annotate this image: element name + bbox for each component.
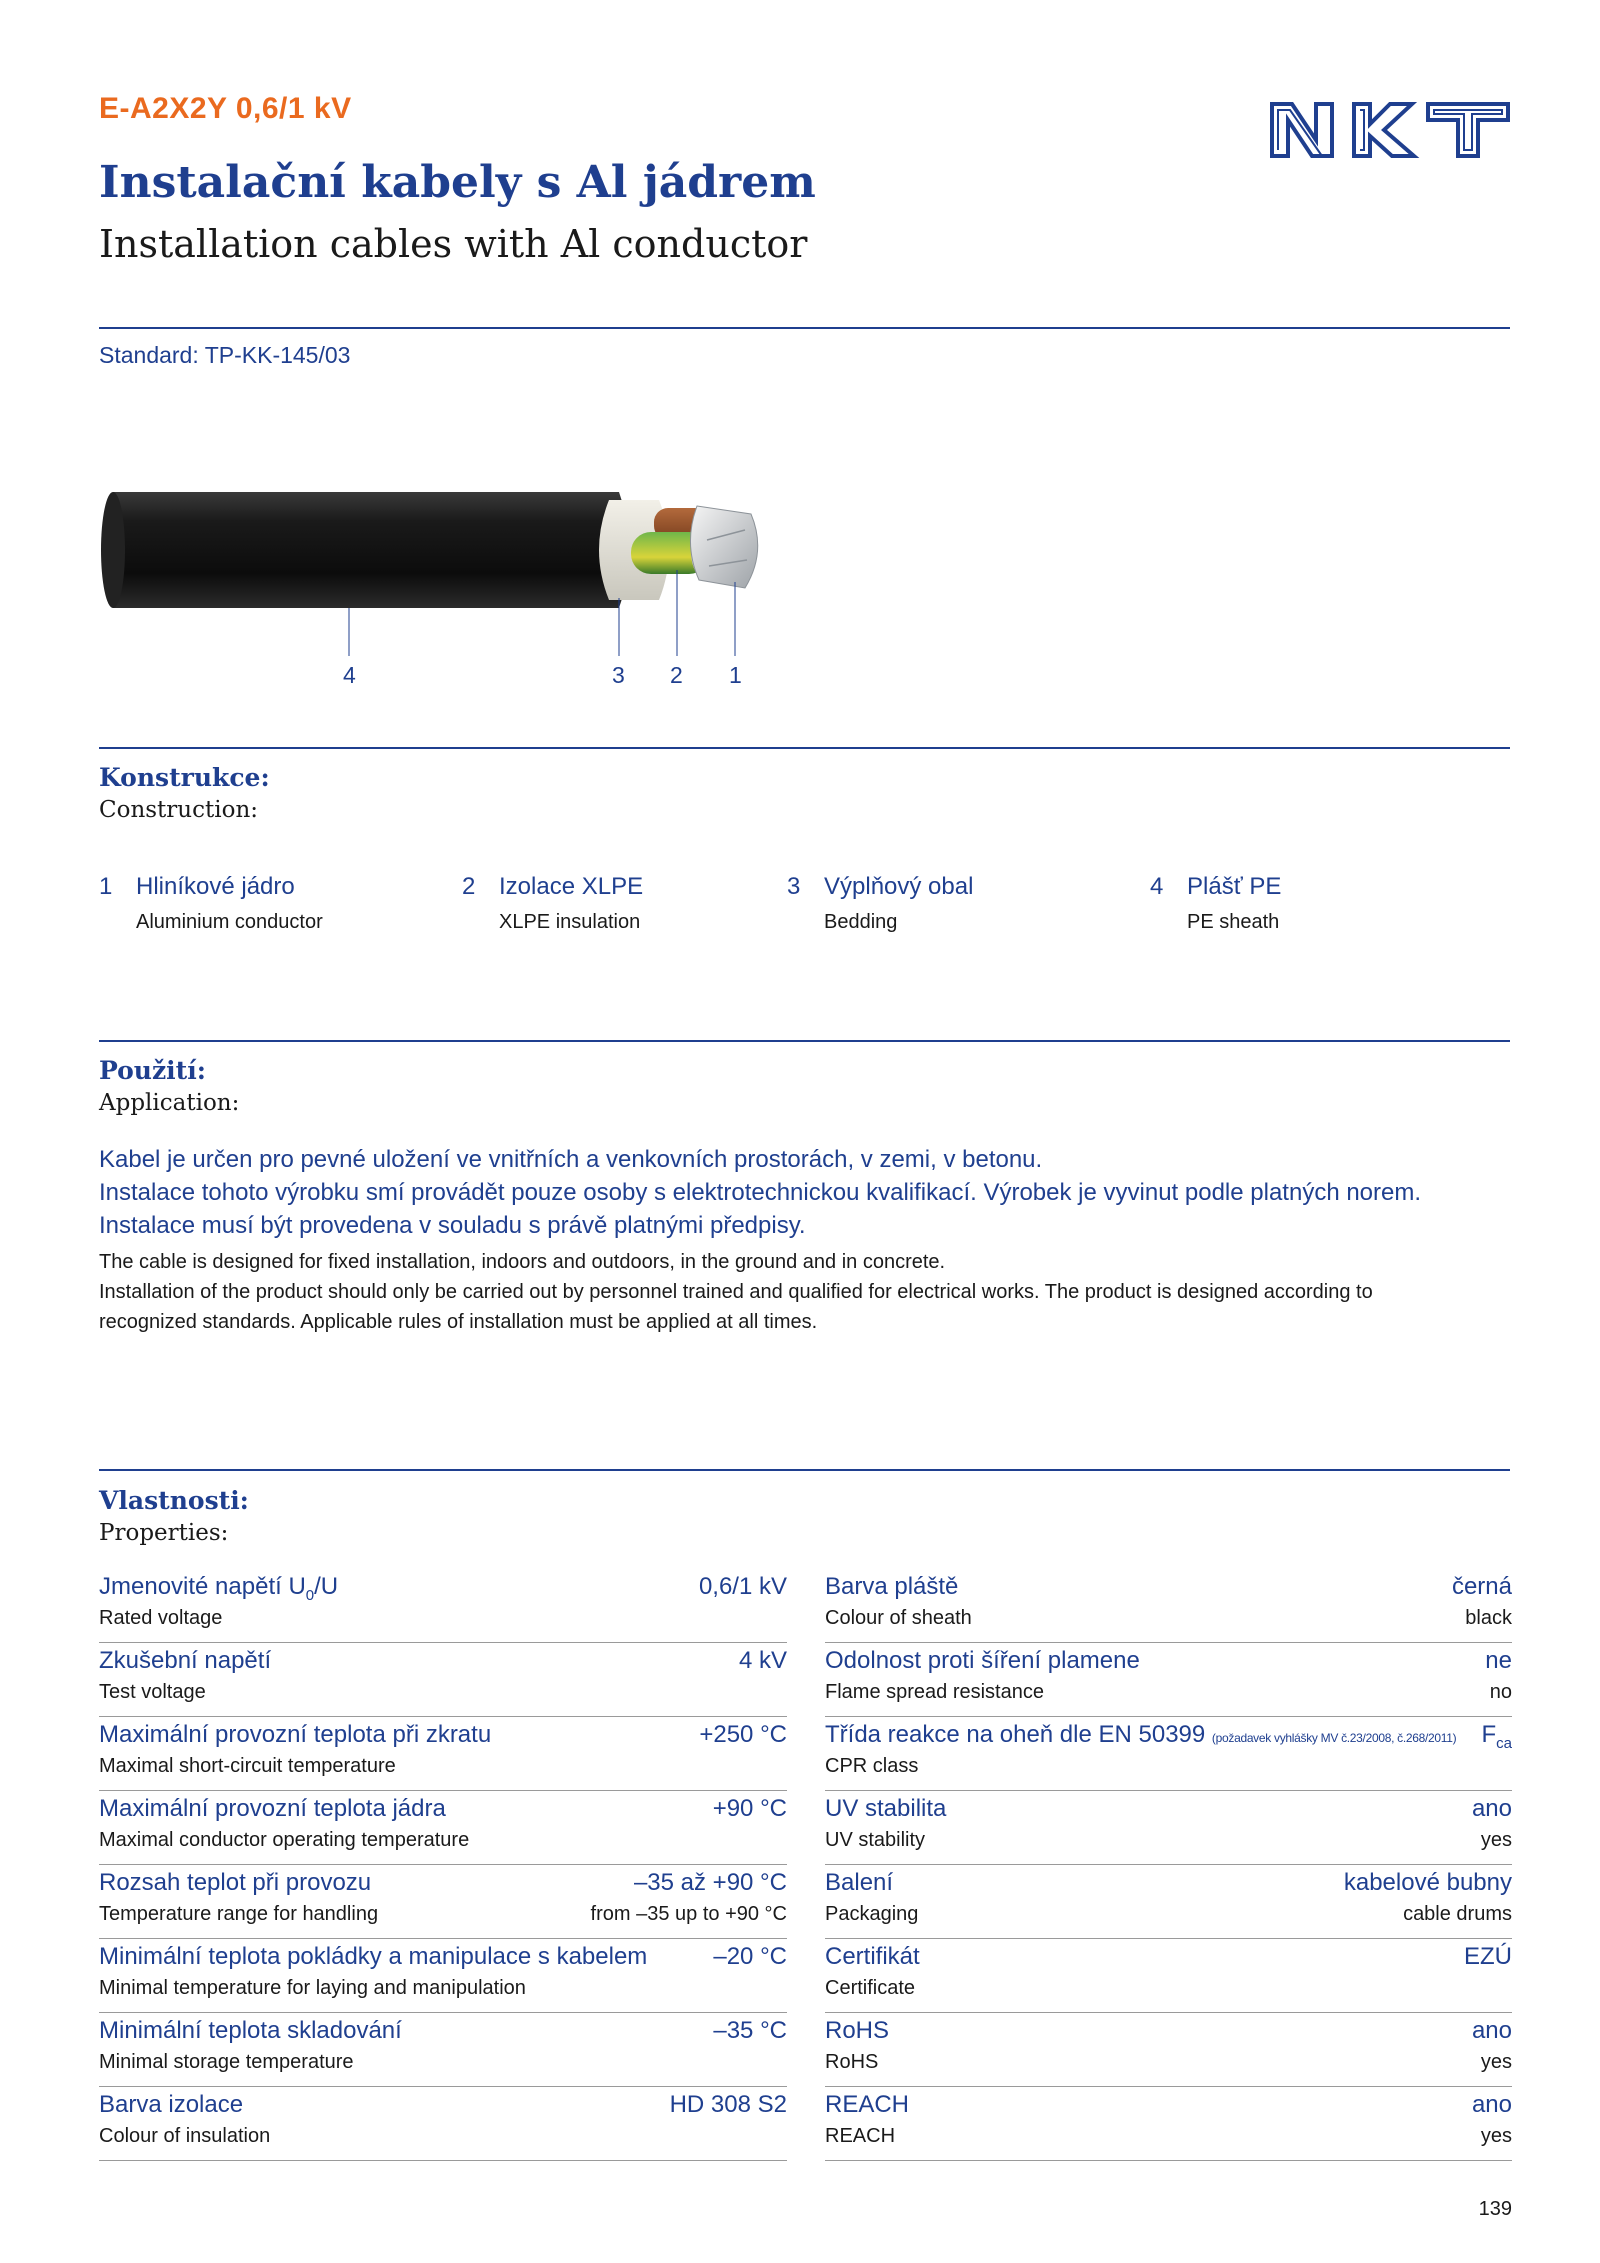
property-row [99,1717,787,1791]
application-heading-en: Application: [99,1090,240,1116]
property-label-cz: Rozsah teplot při provozu [99,1869,372,1896]
property-label-en: Colour of sheath [825,1607,972,1629]
property-value: ano [1471,1795,1512,1822]
properties-heading-en: Properties: [99,1520,229,1546]
property-label-en: Packaging [825,1903,919,1925]
property-value: 4 kV [738,1647,787,1674]
item-label-cz: Izolace XLPE [499,873,644,900]
property-value: –20 °C [713,1943,787,1970]
nkt-logo [1268,100,1512,160]
property-row [825,1643,1512,1717]
property-row [99,1569,787,1643]
paragraph-line: Kabel je určen pro pevné uložení ve vnitřních a venkovních prostorách, v zemi, v betonu. [99,1146,1043,1173]
paragraph-line: Instalace tohoto výrobku smí provádět pouze osoby s elektrotechnickou kvalifikací. Výrobek je vyvinut podle platných norem. [99,1179,1422,1206]
callout-1: 1 [729,662,742,688]
construction-heading: Konstrukce: [99,763,270,792]
property-value: +250 °C [699,1721,787,1748]
property-label-en: UV stability [825,1829,926,1851]
property-label-en: Flame spread resistance [825,1681,1044,1703]
property-label-cz: Zkušební napětí [99,1647,272,1674]
property-row [99,1865,787,1939]
property-value: ano [1471,2091,1512,2118]
property-row [99,1939,787,2013]
divider [99,1469,1510,1471]
divider [99,747,1510,749]
property-value: kabelové bubny [1343,1869,1512,1896]
property-value: –35 °C [713,2017,787,2044]
property-label-cz: Certifikát [825,1943,920,1970]
property-label-cz: Minimální teplota skladování [99,2017,402,2044]
property-label-cz: RoHS [825,2017,890,2044]
property-label-cz: Balení [825,1869,894,1896]
property-row [825,1939,1512,2013]
property-value-en: yes [1480,1829,1512,1851]
property-label-en: Test voltage [99,1681,206,1703]
application-text-en [99,1247,1519,1337]
property-label-cz: Odolnost proti šíření plamene [825,1647,1140,1674]
property-row [99,1791,787,1865]
property-label-cz: Jmenovité napětí $U_0/U$ [99,1573,339,1604]
property-label-en: Certificate [825,1977,916,1999]
callout-3: 3 [612,662,625,688]
item-number: 4 [1150,873,1164,900]
property-value: 0,6/1 kV [698,1573,787,1600]
property-label-cz: Maximální provozní teplota při zkratu [99,1721,492,1748]
property-value-en: yes [1480,2125,1512,2147]
item-number: 3 [787,873,801,900]
property-label-cz: Barva pláště [825,1573,959,1600]
item-label-cz: Plášť PE [1187,873,1282,900]
property-row [825,1791,1512,1865]
property-value: +90 °C [712,1795,787,1822]
property-label-cz: REACH [825,2091,910,2118]
property-row [99,2013,787,2087]
property-label-en: Rated voltage [99,1607,223,1629]
property-value-en: yes [1480,2051,1512,2073]
property-row [825,2087,1512,2161]
property-value-en: cable drums [1403,1903,1512,1925]
property-row [825,1569,1512,1643]
item-label-en: Aluminium conductor [136,911,323,933]
property-value-en: no [1489,1681,1512,1703]
property-label-cz: Třída reakce na oheň dle EN 50399 (požadavek vyhlášky MV č.23/2008, č.268/2011) [825,1721,1457,1748]
property-value-en: from –35 up to +90 °C [590,1903,787,1925]
callout-2: 2 [670,662,683,688]
property-value: HD 308 S2 [669,2091,787,2118]
callout-4: 4 [343,662,356,688]
item-number: 2 [462,873,476,900]
item-number: 1 [99,873,113,900]
property-label-en: REACH [825,2125,896,2147]
application-text-cz [99,1143,1519,1242]
construction-heading-en: Construction: [99,797,259,823]
paragraph-line: Instalace musí být provedena v souladu s právě platnými předpisy. [99,1212,806,1239]
property-row [825,2013,1512,2087]
property-value: ne [1485,1647,1512,1674]
property-value-en: black [1465,1607,1512,1629]
property-value: –35 až +90 °C [633,1869,787,1896]
divider [99,327,1510,329]
property-value: $F_{ca}$ [1481,1721,1512,1752]
property-label-cz: Barva izolace [99,2091,244,2118]
cable-illustration [99,470,799,700]
property-label-en: RoHS [825,2051,879,2073]
product-code: E-A2X2Y 0,6/1 kV [99,92,352,125]
property-value: černá [1451,1573,1512,1600]
property-label-en: Minimal storage temperature [99,2051,354,2073]
property-value: EZÚ [1464,1943,1512,1970]
property-label-en: Temperature range for handling [99,1903,379,1925]
property-label-en: CPR class [825,1755,919,1777]
property-label-en: Maximal conductor operating temperature [99,1829,470,1851]
application-heading: Použití: [99,1056,206,1085]
paragraph-line: Installation of the product should only be carried out by personnel trained and qualified for electrical works. The product is designed according to [99,1281,1373,1303]
property-label-cz: Minimální teplota pokládky a manipulace s kabelem [99,1943,648,1970]
property-value: ano [1471,2017,1512,2044]
property-row [825,1717,1512,1791]
property-label-en: Maximal short-circuit temperature [99,1755,396,1777]
property-row [825,1865,1512,1939]
item-label-en: XLPE insulation [499,911,641,933]
properties-heading: Vlastnosti: [99,1486,249,1515]
property-row [99,1643,787,1717]
divider [99,1040,1510,1042]
item-label-cz: Hliníkové jádro [136,873,295,900]
property-label-en: Minimal temperature for laying and manipulation [99,1977,526,1999]
regulation-note: (požadavek vyhlášky MV č.23/2008, č.268/2011) [1211,1731,1457,1745]
standard-label: Standard: TP-KK-145/03 [99,342,351,368]
property-label-cz: Maximální provozní teplota jádra [99,1795,446,1822]
property-label-en: Colour of insulation [99,2125,271,2147]
property-row [99,2087,787,2161]
property-label-cz: UV stabilita [825,1795,947,1822]
paragraph-line: The cable is designed for fixed installation, indoors and outdoors, in the ground and in concrete. [99,1251,946,1273]
page-title: Instalační kabely s Al jádrem [99,157,816,208]
page-number: 139 [1478,2198,1512,2220]
page-subtitle: Installation cables with Al conductor [99,222,808,266]
paragraph-line: recognized standards. Applicable rules of installation must be applied at all times. [99,1311,818,1333]
item-label-cz: Výplňový obal [824,873,974,900]
item-label-en: PE sheath [1187,911,1280,933]
item-label-en: Bedding [824,911,898,933]
